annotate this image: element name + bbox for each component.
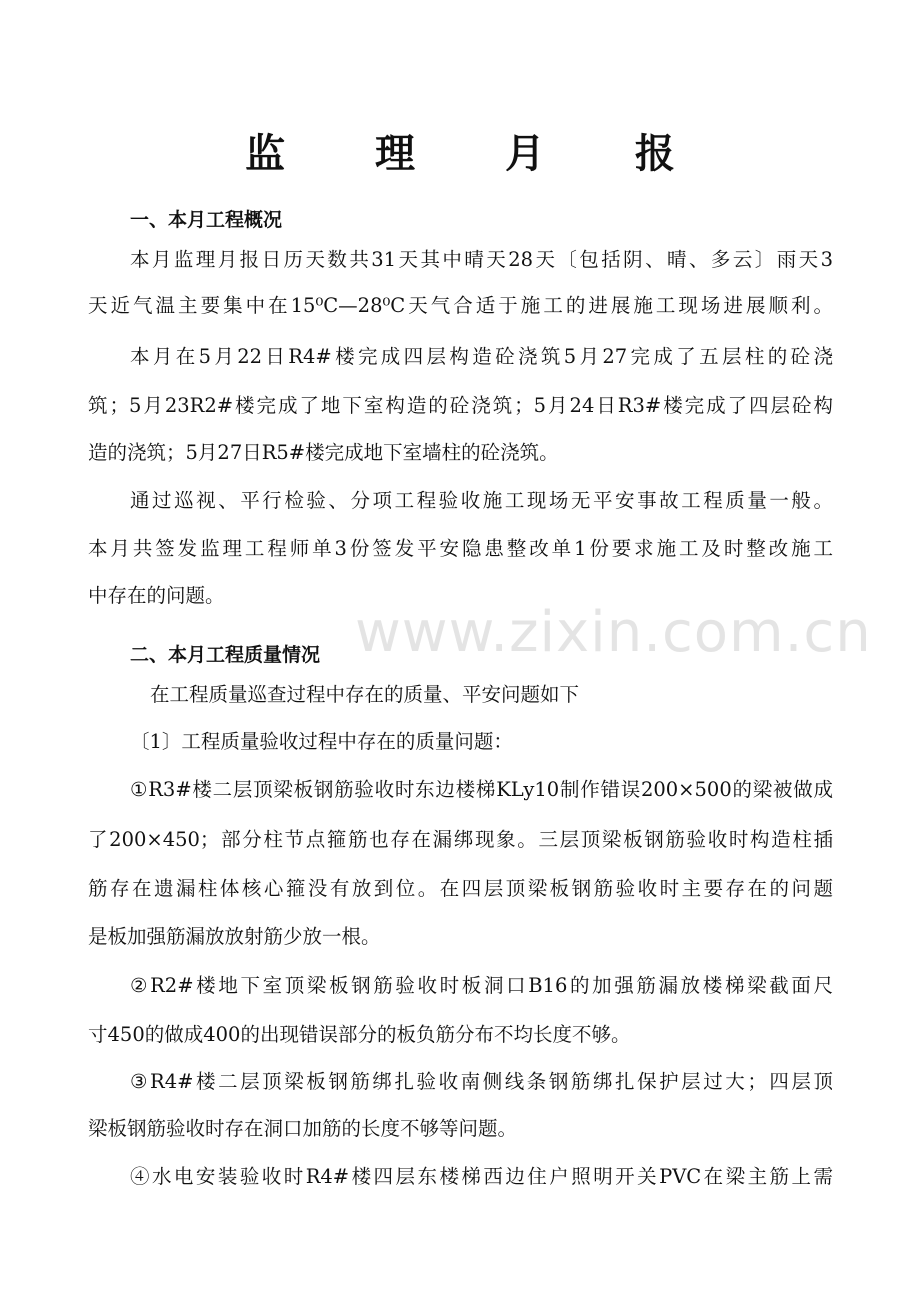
paragraph-line: ③R4#楼二层顶梁板钢筋绑扎验收南侧线条钢筋绑扎保护层过大；四层顶 <box>130 1070 833 1093</box>
page-title: 监 理 月 报 <box>245 131 713 177</box>
paragraph-line: 在工程质量巡查过程中存在的质量、平安问题如下 <box>150 683 580 706</box>
paragraph-line: ②R2#楼地下室顶梁板钢筋验收时板洞口B16的加强筋漏放楼梯梁截面尺 <box>130 974 833 997</box>
paragraph-line: 造的浇筑；5月27日R5#楼完成地下室墙柱的砼浇筑。 <box>88 441 559 464</box>
paragraph-line: 筑；5月23R2#楼完成了地下室构造的砼浇筑；5月24日R3#楼完成了四层砼构 <box>88 394 833 417</box>
paragraph-line: 本月共签发监理工程师单3份签发平安隐患整改单1份要求施工及时整改施工 <box>88 537 833 560</box>
paragraph-line: ①R3#楼二层顶梁板钢筋验收时东边楼梯KLy10制作错误200×500的梁被做成 <box>130 778 833 801</box>
paragraph-line: ④水电安装验收时R4#楼四层东楼梯西边住户照明开关PVC在梁主筋上需 <box>130 1165 833 1188</box>
paragraph-line: 天近气温主要集中在15⁰C—28⁰C天气合适于施工的进展施工现场进展顺利。 <box>88 294 833 317</box>
paragraph-line: 了200×450；部分柱节点箍筋也存在漏绑现象。三层顶梁板钢筋验收时构造柱插 <box>88 828 833 851</box>
paragraph-line: 寸450的做成400的出现错误部分的板负筋分布不均长度不够。 <box>88 1023 631 1046</box>
paragraph-line: 本月监理月报日历天数共31天其中晴天28天〔包括阴、晴、多云〕雨天3 <box>130 248 833 271</box>
section-heading-overview: 一、本月工程概况 <box>130 209 283 231</box>
paragraph-line: 是板加强筋漏放放射筋少放一根。 <box>88 925 381 948</box>
paragraph-line: 〔1〕工程质量验收过程中存在的质量问题： <box>130 730 513 753</box>
paragraph-line: 中存在的问题。 <box>88 584 225 607</box>
paragraph-line: 本月在5月22日R4#楼完成四层构造砼浇筑5月27完成了五层柱的砼浇 <box>130 345 833 368</box>
paragraph-line: 梁板钢筋验收时存在洞口加筋的长度不够等问题。 <box>88 1117 518 1140</box>
site-watermark: www.zixin.com.cn <box>355 600 872 665</box>
paragraph-line: 筋存在遗漏柱体核心箍没有放到位。在四层顶梁板钢筋验收时主要存在的问题 <box>88 877 833 900</box>
paragraph-line: 通过巡视、平行检验、分项工程验收施工现场无平安事故工程质量一般。 <box>130 489 833 512</box>
section-heading-quality: 二、本月工程质量情况 <box>130 644 321 666</box>
